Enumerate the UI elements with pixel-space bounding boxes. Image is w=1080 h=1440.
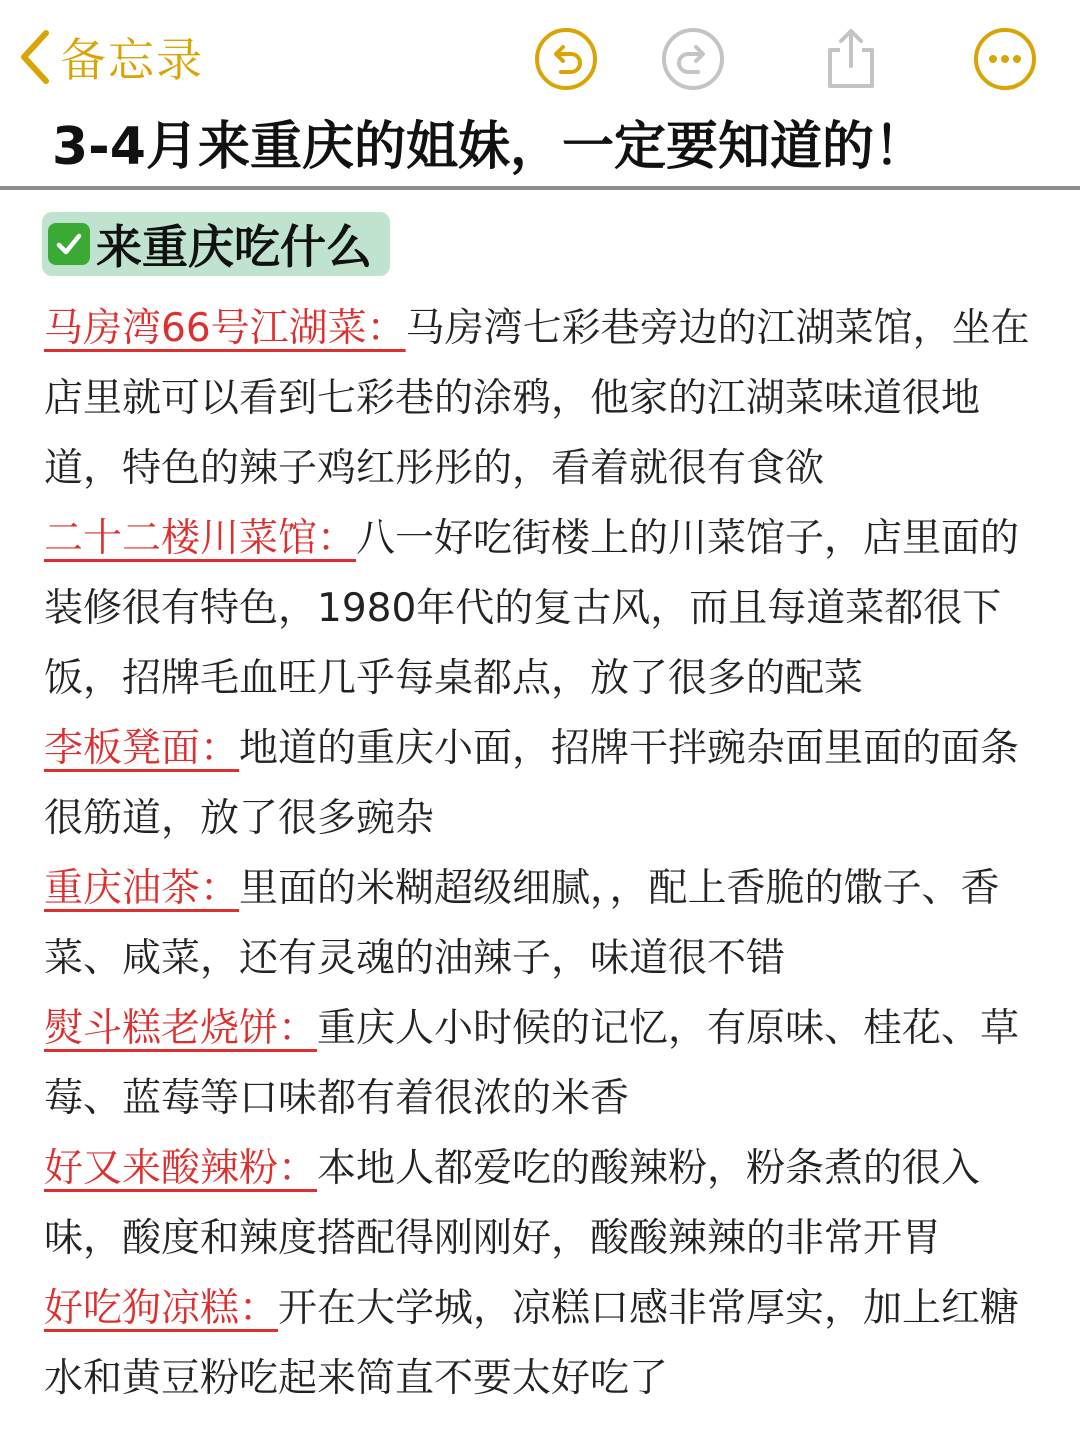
list-item [44, 994, 1044, 1134]
more-icon[interactable] [972, 26, 1038, 92]
list-item [44, 294, 1044, 504]
restaurant-description: 八一好吃街楼上的川菜馆子，店里面的装修很有特色，1980年代的复古风，而且每道菜都很下饭，招牌毛血旺几乎每桌都点，放了很多的配菜 [44, 516, 1020, 701]
section-header [42, 212, 390, 276]
restaurant-name[interactable]: 熨斗糕老烧饼： [44, 1006, 318, 1051]
restaurant-name[interactable]: 重庆油茶： [44, 866, 240, 911]
back-button[interactable] [14, 22, 204, 92]
undo-icon[interactable] [533, 26, 599, 92]
list-item [44, 1274, 1044, 1414]
top-toolbar [0, 0, 1080, 110]
list-item [44, 854, 1044, 994]
restaurant-name[interactable]: 二十二楼川菜馆： [44, 516, 357, 561]
restaurant-description: 本地人都爱吃的酸辣粉，粉条煮的很入味，酸度和辣度搭配得刚刚好，酸酸辣辣的非常开胃 [44, 1146, 981, 1261]
restaurant-description: 开在大学城，凉糕口感非常厚实，加上红糖水和黄豆粉吃起来简直不要太好吃了 [44, 1286, 1020, 1401]
restaurant-name[interactable]: 好又来酸辣粉： [44, 1146, 318, 1191]
restaurant-description: 里面的米糊超级细腻，，配上香脆的馓子、香菜、咸菜，还有灵魂的油辣子，味道很不错 [44, 866, 1000, 981]
back-chevron-icon [14, 27, 54, 87]
restaurant-name[interactable]: 李板凳面： [44, 726, 240, 771]
list-item [44, 714, 1044, 854]
list-item [44, 504, 1044, 714]
section-label: 来重庆吃什么 [96, 220, 372, 274]
note-title: 3-4月来重庆的姐妹，一定要知道的！ [52, 117, 926, 177]
restaurant-description: 地道的重庆小面，招牌干拌豌杂面里面的面条很筋道，放了很多豌杂 [44, 726, 1020, 841]
list-item [44, 1134, 1044, 1274]
back-label: 备忘录 [60, 33, 204, 87]
share-icon[interactable] [818, 26, 884, 92]
restaurant-description: 马房湾七彩巷旁边的江湖菜馆，坐在店里就可以看到七彩巷的涂鸦，他家的江湖菜味道很地道，特色的辣子鸡红彤彤的，看着就很有食欲 [44, 306, 1030, 491]
redo-icon[interactable] [660, 26, 726, 92]
check-mark-icon [48, 223, 90, 265]
restaurant-name[interactable]: 马房湾66号江湖菜： [44, 306, 406, 351]
restaurant-list [44, 294, 1044, 1414]
restaurant-name[interactable]: 好吃狗凉糕： [44, 1286, 279, 1331]
title-divider [0, 186, 1080, 190]
restaurant-description: 重庆人小时候的记忆，有原味、桂花、草莓、蓝莓等口味都有着很浓的米香 [44, 1006, 1020, 1121]
